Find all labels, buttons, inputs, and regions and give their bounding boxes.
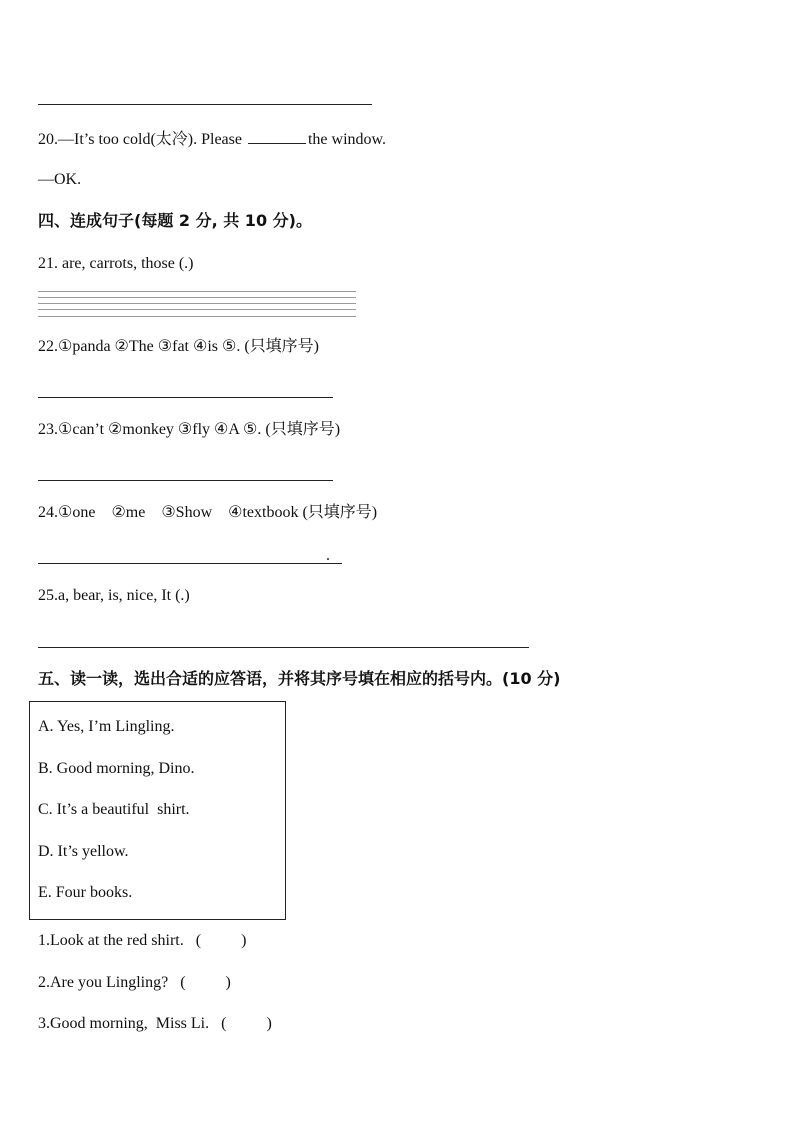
- question-23: 23.①can’t ②monkey ③fly ④A ⑤. (只填序号): [38, 421, 341, 438]
- section-5-heading: 五、读一读，选出合适的应答语，并将其序号填在相应的括号内。(10 分): [38, 669, 561, 688]
- writing-line: [38, 297, 356, 298]
- answer-line-25[interactable]: [38, 647, 529, 648]
- section-4-heading: 四、连成句子(每题 2 分, 共 10 分)。: [38, 211, 312, 230]
- answer-blank-20[interactable]: [248, 129, 306, 144]
- option-e: E. Four books.: [38, 884, 133, 901]
- matching-question-2: [38, 973, 231, 993]
- answer-paren-3[interactable]: ( ): [221, 1015, 272, 1032]
- question-24: 24.①one ②me ③Show ④textbook (只填序号): [38, 504, 378, 521]
- matching-question-2-text: 2.Are you Lingling?: [38, 974, 169, 991]
- answer-line-24-period: .: [326, 547, 330, 564]
- answer-line-24[interactable]: [38, 563, 342, 564]
- option-a: A. Yes, I’m Lingling.: [38, 718, 175, 735]
- matching-question-1-text: 1.Look at the red shirt.: [38, 932, 184, 949]
- question-20-text: 20.—It’s too cold(太冷). Please: [38, 131, 246, 148]
- writing-line: [38, 309, 356, 310]
- answer-paren-1[interactable]: ( ): [195, 932, 247, 949]
- answer-line-23[interactable]: [38, 480, 333, 481]
- answer-line-22[interactable]: [38, 397, 333, 398]
- question-21: 21. are, carrots, those (.): [38, 255, 194, 272]
- writing-line: [38, 316, 356, 317]
- option-d: D. It’s yellow.: [38, 843, 129, 860]
- option-c: C. It’s a beautiful shirt.: [38, 801, 190, 818]
- question-20-text-end: the window.: [307, 131, 387, 148]
- answer-paren-2[interactable]: ( ): [180, 974, 231, 991]
- question-25: 25.a, bear, is, nice, It (.): [38, 587, 190, 604]
- question-20-reply: —OK.: [38, 171, 82, 188]
- writing-line: [38, 291, 356, 292]
- writing-line: [38, 303, 356, 304]
- matching-question-3: [38, 1014, 272, 1034]
- matching-question-3-text: 3.Good morning, Miss Li.: [38, 1015, 210, 1032]
- option-b: B. Good morning, Dino.: [38, 760, 195, 777]
- matching-question-1: [38, 931, 246, 951]
- question-20: [38, 129, 386, 150]
- question-22: 22.①panda ②The ③fat ④is ⑤. (只填序号): [38, 338, 320, 355]
- answer-line-19[interactable]: [38, 104, 372, 105]
